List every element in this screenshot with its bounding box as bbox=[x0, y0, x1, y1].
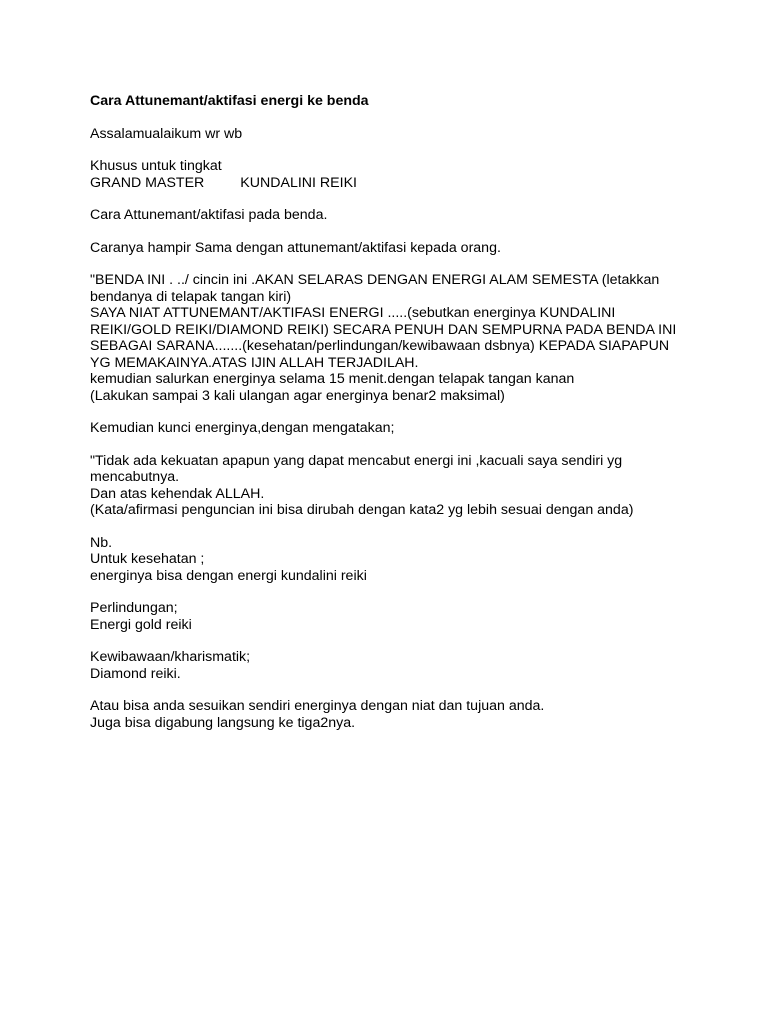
lock-paragraph: Kemudian kunci energinya,dengan mengatakan; bbox=[90, 420, 395, 436]
paragraph-line: Dan atas kehendak ALLAH. bbox=[90, 485, 265, 502]
lock-text-paragraph bbox=[90, 453, 690, 519]
paragraph-line: bendanya di telapak tangan kiri) bbox=[90, 288, 292, 305]
level-name-kundalini: KUNDALINI REIKI bbox=[240, 174, 357, 191]
paragraph-line: Energi gold reiki bbox=[90, 616, 192, 633]
paragraph-line: REIKI/GOLD REIKI/DIAMOND REIKI) SECARA PENUH DAN SEMPURNA PADA BENDA INI bbox=[90, 321, 677, 338]
paragraph-line: Untuk kesehatan ; bbox=[90, 551, 205, 567]
paragraph-line: Atau bisa anda sesuikan sendiri energinya dengan niat dan tujuan anda. bbox=[90, 698, 545, 714]
paragraph-line: energinya bisa dengan energi kundalini reiki bbox=[90, 567, 367, 584]
intro-paragraph: Cara Attunemant/aktifasi pada benda. bbox=[90, 207, 328, 223]
paragraph-line: "Tidak ada kekuatan apapun yang dapat mencabut energi ini ,kacuali saya sendiri yg bbox=[90, 452, 623, 469]
paragraph-line: Perlindungan; bbox=[90, 600, 178, 616]
paragraph-line: Diamond reiki. bbox=[90, 665, 181, 682]
level-block bbox=[90, 158, 690, 191]
paragraph-line: mencabutnya. bbox=[90, 469, 180, 485]
paragraph-line: SEBAGAI SARANA.......(kesehatan/perlindungan/kewibawaan dsbnya) KEPADA SIAPAPUN bbox=[90, 338, 670, 354]
document-title: Cara Attunemant/aktifasi energi ke benda bbox=[90, 93, 369, 109]
affirmation-paragraph bbox=[90, 272, 690, 404]
paragraph-line: "BENDA INI . ../ cincin ini .AKAN SELARAS DENGAN ENERGI ALAM SEMESTA (letakkan bbox=[90, 272, 660, 288]
document-body bbox=[90, 93, 690, 747]
paragraph-line: Nb. bbox=[90, 534, 113, 551]
paragraph-line: Kewibawaan/kharismatik; bbox=[90, 649, 251, 665]
paragraph-line: YG MEMAKAINYA.ATAS IJIN ALLAH TERJADILAH. bbox=[90, 354, 419, 371]
level-line: Khusus untuk tingkat bbox=[90, 158, 222, 174]
paragraph-line: SAYA NIAT ATTUNEMANT/AKTIFASI ENERGI .....(sebutkan energinya KUNDALINI bbox=[90, 305, 616, 321]
paragraph-line: (Lakukan sampai 3 kali ulangan agar energinya benar2 maksimal) bbox=[90, 387, 505, 404]
paragraph-line: Juga bisa digabung langsung ke tiga2nya. bbox=[90, 714, 356, 731]
note-paragraph bbox=[90, 535, 690, 585]
charisma-paragraph bbox=[90, 649, 690, 682]
method-paragraph: Caranya hampir Sama dengan attunemant/aktifasi kepada orang. bbox=[90, 239, 501, 256]
level-names bbox=[90, 175, 690, 192]
level-name-grand-master: GRAND MASTER bbox=[90, 174, 205, 191]
paragraph-line: kemudian salurkan energinya selama 15 menit.dengan telapak tangan kanan bbox=[90, 371, 575, 387]
closing-paragraph bbox=[90, 698, 690, 731]
paragraph-line: (Kata/afirmasi penguncian ini bisa dirubah dengan kata2 yg lebih sesuai dengan anda) bbox=[90, 502, 634, 518]
greeting: Assalamualaikum wr wb bbox=[90, 125, 243, 142]
protection-paragraph bbox=[90, 600, 690, 633]
